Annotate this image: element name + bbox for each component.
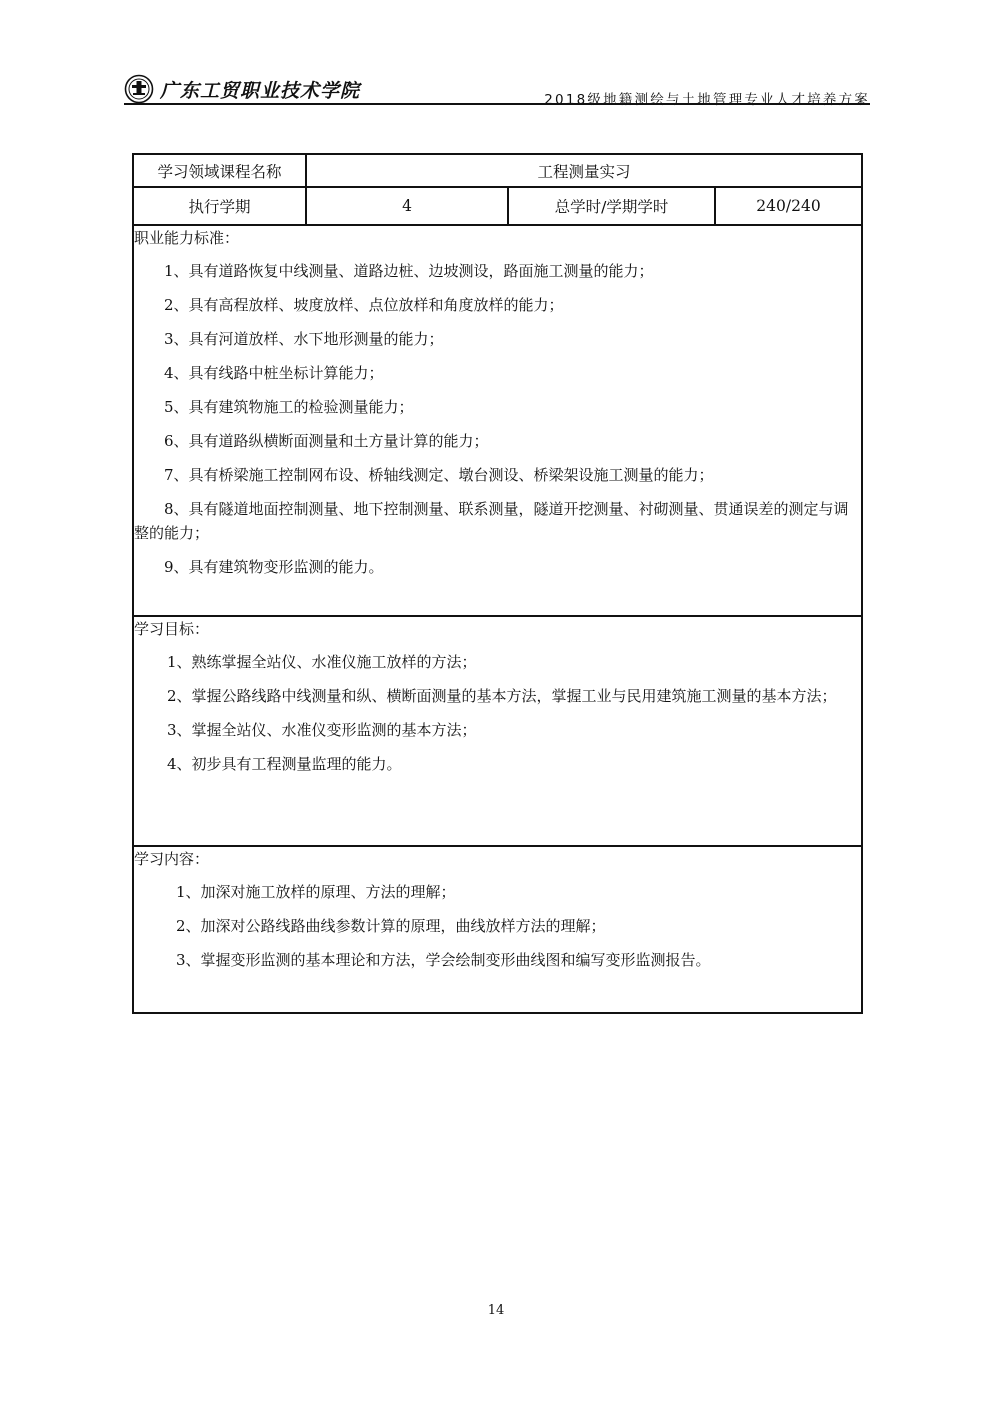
semester-value: 4 <box>306 187 508 225</box>
competency-item: 6、具有道路纵横断面测量和土方量计算的能力； <box>164 432 489 450</box>
content-item: 2、加深对公路线路曲线参数计算的原理，曲线放样方法的理解； <box>176 917 606 935</box>
objective-item: 1、熟练掌握全站仪、水准仪施工放样的方法； <box>167 653 477 671</box>
course-name-label: 学习领域课程名称 <box>133 154 306 187</box>
objective-item: 3、掌握全站仪、水准仪变形监测的基本方法； <box>167 721 477 739</box>
objective-item: 4、初步具有工程测量监理的能力。 <box>167 755 402 773</box>
course-name-value: 工程测量实习 <box>306 154 862 187</box>
competency-item: 7、具有桥梁施工控制网布设、桥轴线测定、墩台测设、桥梁架设施工测量的能力； <box>164 466 714 484</box>
course-name-row <box>133 154 862 187</box>
content-section <box>133 846 862 1013</box>
semester-row <box>133 187 862 225</box>
course-table <box>132 153 863 1014</box>
content-title: 学习内容： <box>134 850 210 868</box>
competency-item: 2、具有高程放样、坡度放样、点位放样和角度放样的能力； <box>164 296 564 314</box>
header-divider <box>124 103 870 105</box>
school-logo <box>124 74 360 104</box>
school-emblem-icon <box>124 74 154 104</box>
objectives-section <box>133 616 862 846</box>
content-item: 1、加深对施工放样的原理、方法的理解； <box>176 883 456 901</box>
page-header <box>124 66 870 106</box>
competency-item: 1、具有道路恢复中线测量、道路边桩、边坡测设，路面施工测量的能力； <box>164 262 654 280</box>
content-item: 3、掌握变形监测的基本理论和方法，学会绘制变形曲线图和编写变形监测报告。 <box>176 951 711 969</box>
school-name: 广东工贸职业技术学院 <box>160 79 361 102</box>
competency-item: 9、具有建筑物变形监测的能力。 <box>164 558 384 576</box>
competency-row <box>133 225 862 616</box>
page-number: 14 <box>487 1303 505 1318</box>
competency-section <box>133 225 862 616</box>
competency-item: 3、具有河道放样、水下地形测量的能力； <box>164 330 444 348</box>
competency-item: 4、具有线路中桩坐标计算能力； <box>164 364 384 382</box>
competency-title: 职业能力标准： <box>134 229 240 247</box>
objectives-row <box>133 616 862 846</box>
objective-item: 2、掌握公路线路中线测量和纵、横断面测量的基本方法，掌握工业与民用建筑施工测量的基本方法； <box>167 687 837 705</box>
competency-item: 8、具有隧道地面控制测量、地下控制测量、联系测量，隧道开挖测量、衬砌测量、贯通误差的测定与调整的能力； <box>134 500 849 542</box>
objectives-title: 学习目标： <box>134 620 210 638</box>
hours-label: 总学时/学期学时 <box>508 187 715 225</box>
document-title: 2018级地籍测绘与土地管理专业人才培养方案 <box>544 92 870 108</box>
content-row <box>133 846 862 1013</box>
competency-item: 5、具有建筑物施工的检验测量能力； <box>164 398 414 416</box>
hours-value: 240/240 <box>715 187 862 225</box>
semester-label: 执行学期 <box>133 187 306 225</box>
